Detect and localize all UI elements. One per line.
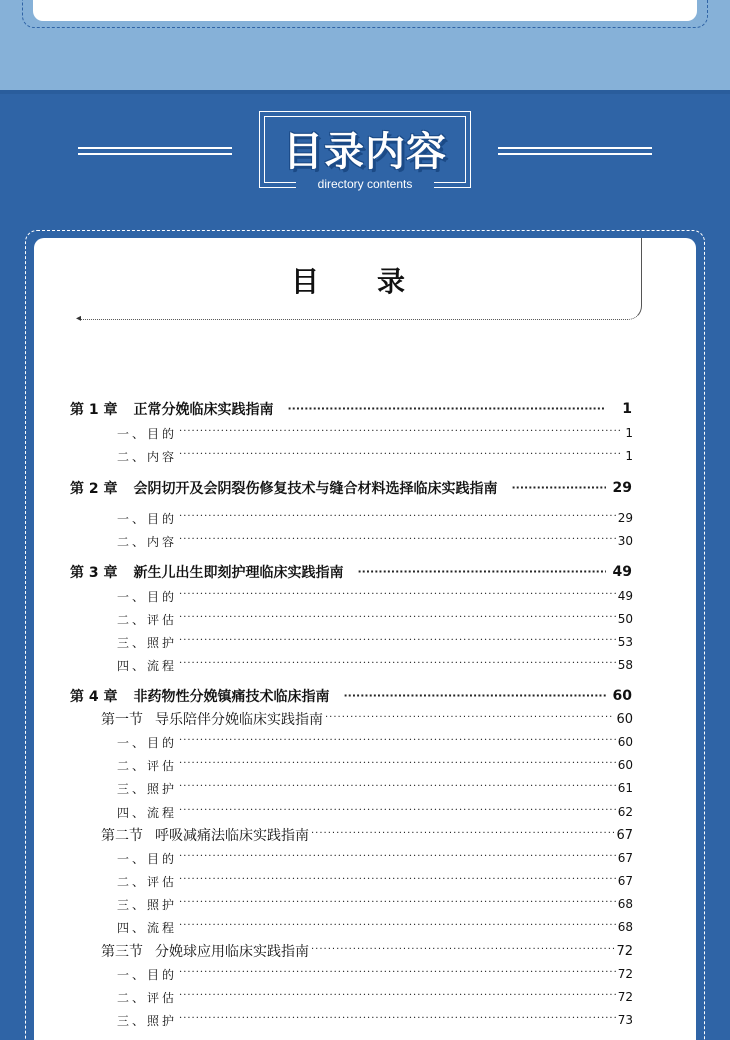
toc-page-number: 68 (617, 897, 633, 911)
toc-leader-dots (179, 1010, 616, 1030)
toc-leader-dots (179, 917, 616, 937)
header-rule-left (78, 147, 232, 155)
toc-page-number: 67 (617, 874, 633, 888)
toc-page-number: 67 (616, 827, 633, 843)
toc-item-title: 一、目的 (117, 851, 178, 866)
toc-page-number: 29 (612, 480, 632, 496)
toc-item-row[interactable] (117, 894, 633, 914)
toc-page-number: 53 (617, 635, 633, 649)
toc-item-title: 一、目的 (117, 589, 178, 604)
toc-item-row[interactable] (117, 508, 633, 528)
toc-section-number: 第一节 (101, 712, 143, 728)
toc-leader-dots (179, 732, 616, 752)
toc-leader-dots (179, 894, 616, 914)
toc-page-number: 60 (617, 758, 633, 772)
toc-item-row[interactable] (117, 586, 633, 606)
toc-page-number: 30 (617, 534, 633, 548)
toc-leader-dots (179, 755, 616, 775)
toc-leader-dots (179, 508, 616, 528)
toc-page-number: 1 (625, 426, 633, 440)
header-rule-right (498, 147, 652, 155)
toc-chapter-row[interactable] (70, 686, 632, 706)
toc-item-title: 四、流程 (117, 658, 178, 673)
toc-item-title: 一、目的 (117, 735, 178, 750)
toc-item-title: 二、内容 (117, 449, 178, 464)
toc-leader-dots (179, 632, 616, 652)
toc-heading-char-2: 录 (377, 265, 406, 298)
toc-item-title: 三、照护 (117, 635, 178, 650)
toc-page-number: 73 (617, 1013, 633, 1027)
toc-page-number: 29 (617, 511, 633, 525)
toc-chapter-number: 第 2 章 (70, 481, 118, 497)
toc-section-row[interactable] (101, 709, 633, 729)
toc-item-title: 一、目的 (117, 967, 178, 982)
toc-leader-dots (179, 802, 616, 822)
toc-item-title: 二、评估 (117, 758, 178, 773)
toc-chapter-title: 非药物性分娩镇痛技术临床指南 (133, 689, 330, 705)
toc-leader-dots (344, 686, 607, 706)
toc-item-title: 二、评估 (117, 874, 178, 889)
toc-page-number: 72 (616, 943, 633, 959)
toc-leader-dots (179, 871, 616, 891)
toc-item-title: 二、评估 (117, 990, 178, 1005)
toc-section-title: 呼吸减痛法临床实践指南 (155, 828, 309, 844)
toc-item-row[interactable] (117, 755, 633, 775)
toc-leader-dots (179, 446, 623, 466)
toc-page-number: 49 (612, 564, 632, 580)
toc-page-number: 62 (617, 805, 633, 819)
toc-leader-dots (179, 778, 616, 798)
toc-section-row[interactable] (101, 941, 633, 961)
toc-page-number: 72 (617, 967, 633, 981)
toc-item-row[interactable] (117, 964, 633, 984)
toc-item-row[interactable] (117, 1010, 633, 1030)
toc-leader-dots (179, 987, 616, 1007)
toc-page-number: 72 (617, 990, 633, 1004)
toc-chapter-row[interactable] (70, 399, 632, 419)
toc-item-row[interactable] (117, 609, 633, 629)
toc-page-number: 68 (617, 920, 633, 934)
toc-leader-dots (179, 609, 616, 629)
toc-item-title: 四、流程 (117, 920, 178, 935)
card-decoration-arrow-icon: ◂ (76, 313, 82, 324)
toc-leader-dots (358, 562, 607, 582)
toc-chapter-title: 会阴切开及会阴裂伤修复技术与缝合材料选择临床实践指南 (133, 481, 498, 497)
toc-item-title: 一、目的 (117, 511, 178, 526)
toc-section-number: 第二节 (101, 828, 143, 844)
toc-leader-dots (179, 964, 616, 984)
toc-page-number: 50 (617, 612, 633, 626)
toc-item-title: 一、目的 (117, 426, 178, 441)
toc-item-row[interactable] (117, 987, 633, 1007)
toc-heading-char-1: 目 (291, 265, 320, 298)
toc-leader-dots (179, 531, 616, 551)
toc-section-row[interactable] (101, 825, 633, 845)
section-title: 目录内容 (283, 129, 447, 175)
toc-leader-dots (512, 478, 607, 498)
toc-page-number: 1 (622, 401, 632, 417)
toc-item-row[interactable] (117, 632, 633, 652)
toc-page-number: 60 (616, 711, 633, 727)
toc-section-title: 分娩球应用临床实践指南 (155, 944, 309, 960)
toc-leader-dots (179, 848, 616, 868)
toc-section-number: 第三节 (101, 944, 143, 960)
toc-chapter-row[interactable] (70, 562, 632, 582)
toc-page-number: 58 (617, 658, 633, 672)
toc-chapter-title: 新生儿出生即刻护理临床实践指南 (133, 565, 344, 581)
toc-page-number: 67 (617, 851, 633, 865)
toc-leader-dots (311, 941, 614, 961)
toc-heading (291, 260, 405, 300)
toc-item-row[interactable] (117, 778, 633, 798)
toc-chapter-number: 第 3 章 (70, 565, 118, 581)
toc-item-title: 三、照护 (117, 781, 178, 796)
toc-chapter-number: 第 4 章 (70, 689, 118, 705)
toc-item-row[interactable] (117, 655, 633, 675)
toc-leader-dots (288, 399, 607, 419)
toc-item-row[interactable] (117, 848, 633, 868)
toc-item-title: 二、评估 (117, 612, 178, 627)
toc-page-number: 60 (617, 735, 633, 749)
toc-chapter-row[interactable] (70, 478, 632, 498)
toc-item-row[interactable] (117, 917, 633, 937)
toc-chapter-title: 正常分娩临床实践指南 (133, 402, 274, 418)
toc-leader-dots (325, 709, 614, 729)
toc-item-row[interactable] (117, 446, 633, 466)
toc-section-title: 导乐陪伴分娩临床实践指南 (155, 712, 323, 728)
toc-item-title: 三、照护 (117, 897, 178, 912)
toc-leader-dots (311, 825, 614, 845)
toc-item-row[interactable] (117, 423, 633, 443)
toc-page-number: 49 (617, 589, 633, 603)
toc-item-row[interactable] (117, 871, 633, 891)
toc-chapter-number: 第 1 章 (70, 402, 118, 418)
toc-item-row[interactable] (117, 732, 633, 752)
toc-item-row[interactable] (117, 531, 633, 551)
toc-item-row[interactable] (117, 802, 633, 822)
top-card (33, 0, 697, 21)
toc-leader-dots (179, 423, 623, 443)
toc-leader-dots (179, 655, 616, 675)
toc-page-number: 1 (625, 449, 633, 463)
toc-page-number: 60 (612, 688, 632, 704)
section-subtitle: directory contents (296, 176, 434, 192)
toc-leader-dots (179, 586, 616, 606)
toc-item-title: 四、流程 (117, 805, 178, 820)
toc-item-title: 三、照护 (117, 1013, 178, 1028)
toc-item-title: 二、内容 (117, 534, 178, 549)
toc-page-number: 61 (617, 781, 633, 795)
